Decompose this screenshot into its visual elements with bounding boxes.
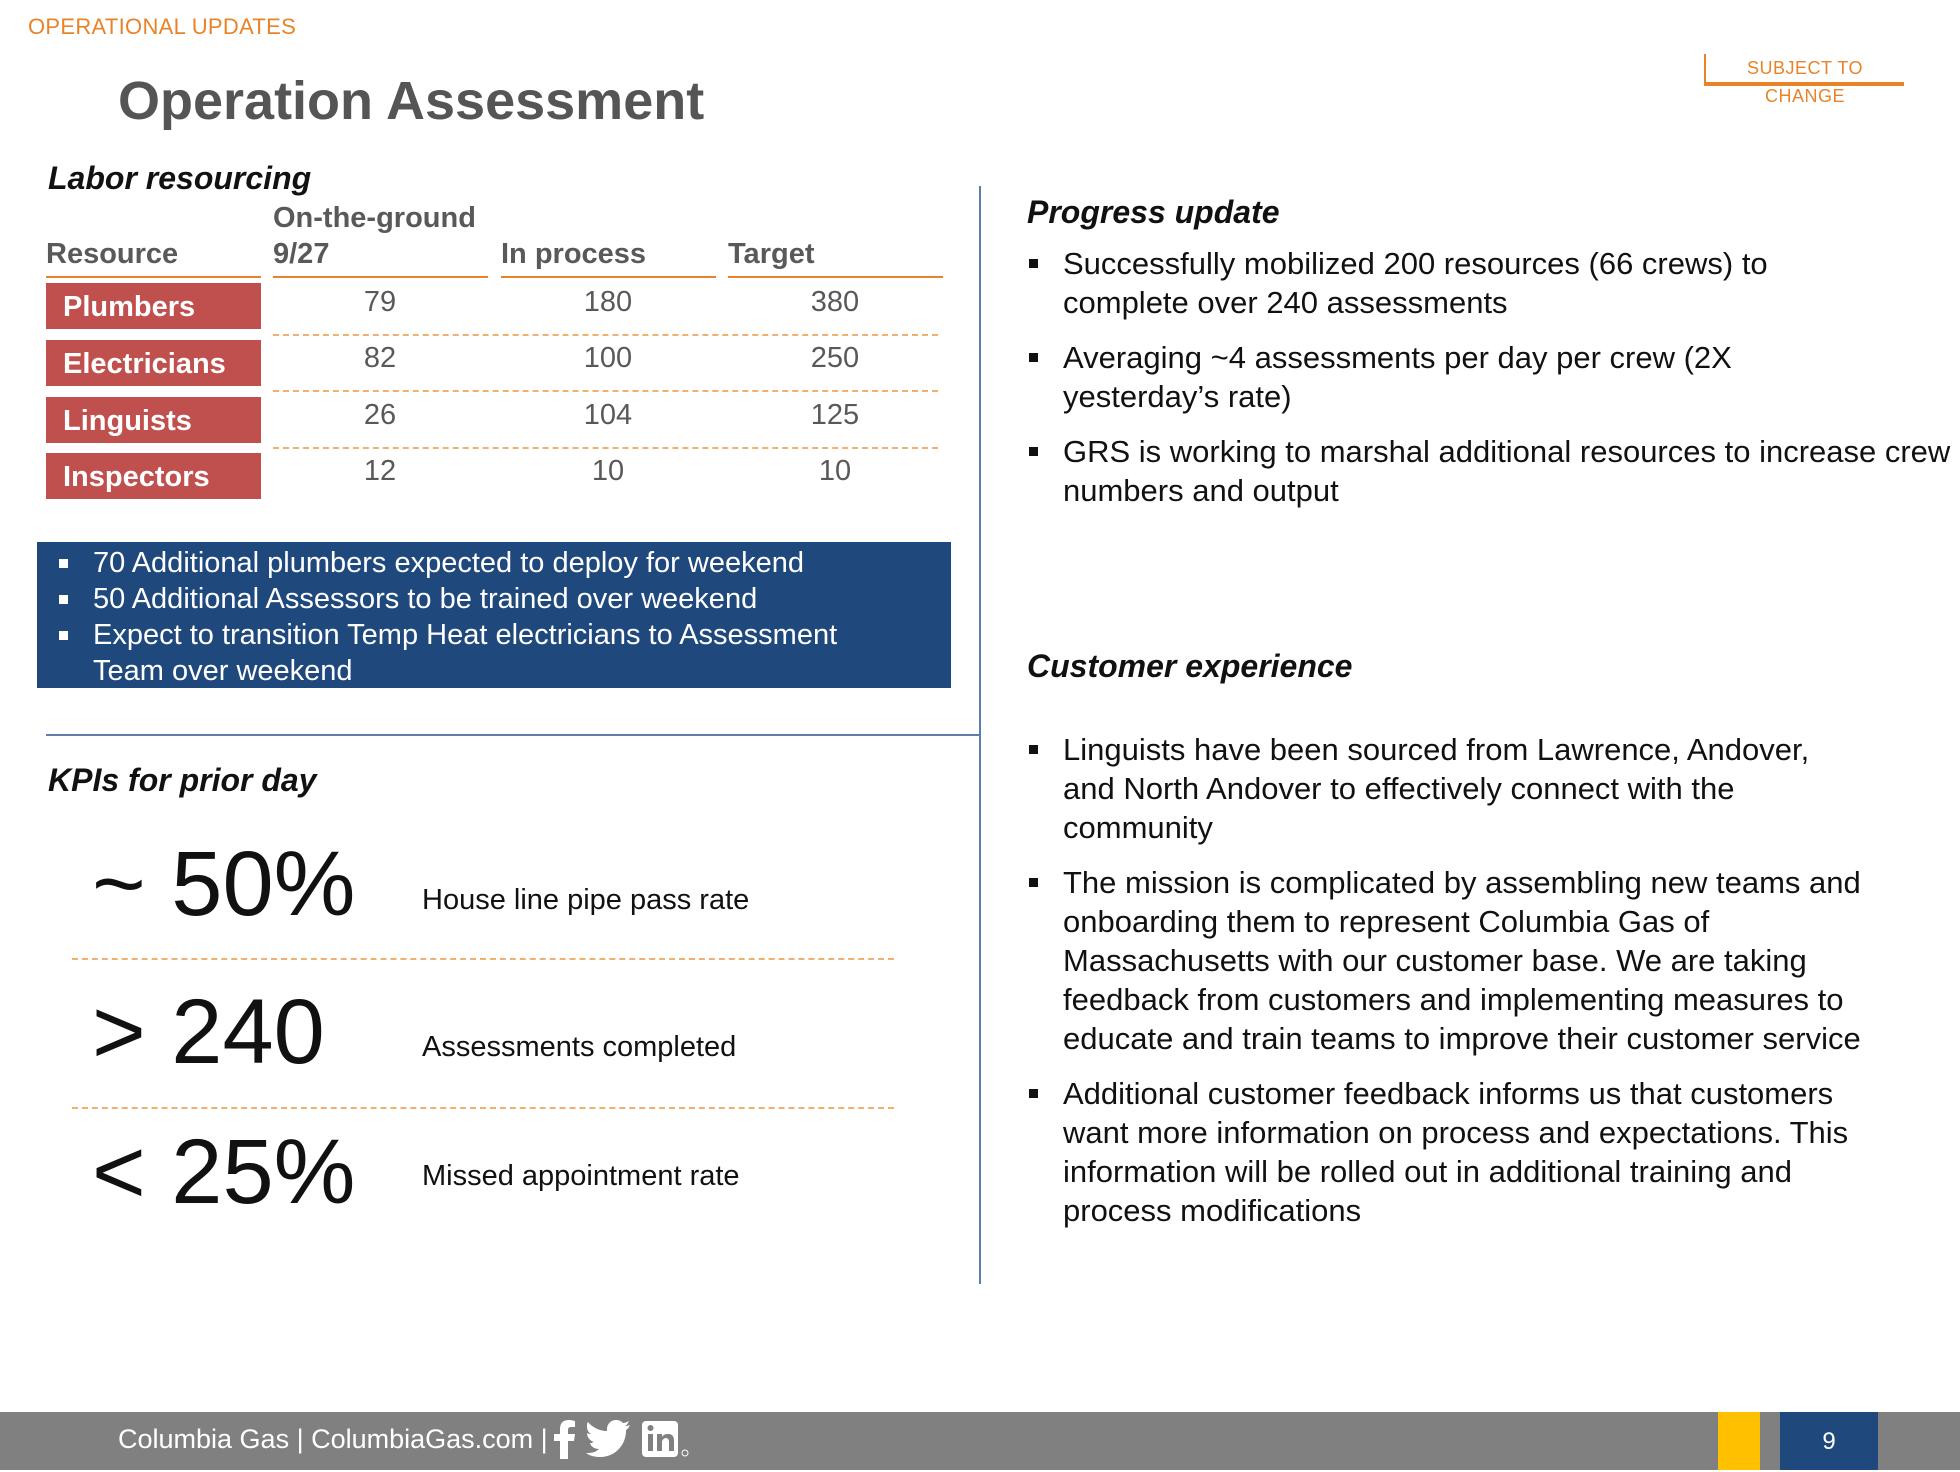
cell-in-process: 180: [583, 286, 633, 318]
row-divider: [273, 447, 938, 449]
col-header-in-process: In process: [501, 238, 647, 270]
footer-text: Columbia Gas | ColumbiaGas.com |: [118, 1424, 548, 1454]
horizontal-divider: [46, 734, 980, 736]
kpi-value: < 25%: [92, 1121, 356, 1223]
kpi-value: > 240: [92, 981, 325, 1083]
col-header-on-ground-line1: On-the-ground: [273, 202, 476, 234]
cell-target: 10: [818, 455, 852, 487]
progress-bullet: GRS is working to marshal additional resources to increase crew numbers and output: [1027, 432, 1960, 510]
header-underline: [273, 276, 488, 278]
kpi-heading: KPIs for prior day: [48, 762, 317, 798]
labor-note: 50 Additional Assessors to be trained over weekend: [37, 581, 951, 617]
customer-heading: Customer experience: [1027, 648, 1353, 684]
customer-bullet: Additional customer feedback informs us that customers want more information on process and expectations. This information will be rolled out in additional training and process modifications: [1027, 1074, 1863, 1230]
cell-on-ground: 12: [363, 455, 397, 487]
col-header-target: Target: [728, 238, 815, 270]
page-number: 9: [1780, 1412, 1878, 1470]
col-header-resource: Resource: [46, 238, 179, 270]
header-underline: [46, 276, 261, 278]
twitter-icon[interactable]: [584, 1419, 632, 1459]
header-underline: [728, 276, 943, 278]
row-divider: [273, 390, 938, 392]
section-label: OPERATIONAL UPDATES: [28, 14, 297, 39]
resource-label-plumbers: Plumbers: [46, 283, 261, 329]
customer-bullet: Linguists have been sourced from Lawrence, Andover, and North Andover to effectively connect with the community: [1027, 730, 1863, 847]
row-divider: [273, 334, 938, 336]
labor-heading: Labor resourcing: [48, 160, 312, 196]
kpi-divider: [72, 1107, 894, 1109]
kpi-label: Missed appointment rate: [422, 1160, 740, 1192]
kpi-divider: [72, 958, 894, 960]
kpi-label: House line pipe pass rate: [422, 884, 750, 916]
kpi-value: ~ 50%: [92, 833, 356, 935]
facebook-icon[interactable]: [552, 1419, 578, 1459]
subject-to-change-stamp: SUBJECT TO CHANGE: [1704, 54, 1904, 86]
kpi-label: Assessments completed: [422, 1031, 737, 1063]
cell-target: 250: [810, 342, 860, 374]
progress-bullet: Successfully mobilized 200 resources (66 crews) to complete over 240 assessments: [1027, 244, 1853, 322]
resource-label-electricians: Electricians: [46, 340, 261, 386]
cell-target: 125: [810, 399, 860, 431]
customer-list: [1027, 730, 1861, 1246]
labor-note: 70 Additional plumbers expected to deploy for weekend: [37, 545, 951, 581]
cell-in-process: 104: [583, 399, 633, 431]
customer-bullet: The mission is complicated by assembling new teams and onboarding them to represent Columbia Gas of Massachusetts with our customer base. We are taking feedback from customers and implementing measures to educate and train teams to improve their customer service: [1027, 863, 1863, 1058]
cell-in-process: 100: [583, 342, 633, 374]
cell-on-ground: 82: [363, 342, 397, 374]
progress-heading: Progress update: [1027, 194, 1280, 230]
resource-label-inspectors: Inspectors: [46, 453, 261, 499]
labor-note: Expect to transition Temp Heat electricians to Assessment Team over weekend: [37, 617, 893, 689]
page-title: Operation Assessment: [118, 71, 705, 131]
resource-label-linguists: Linguists: [46, 397, 261, 443]
linkedin-icon[interactable]: [641, 1419, 693, 1459]
footer-accent-yellow: [1718, 1412, 1760, 1470]
progress-list: [1027, 244, 1951, 526]
header-underline: [501, 276, 716, 278]
cell-target: 380: [810, 286, 860, 318]
cell-in-process: 10: [591, 455, 625, 487]
progress-bullet: Averaging ~4 assessments per day per crew (2X yesterday’s rate): [1027, 338, 1853, 416]
cell-on-ground: 26: [363, 399, 397, 431]
cell-on-ground: 79: [363, 286, 397, 318]
labor-notes-box: [37, 542, 951, 688]
col-header-on-ground-line2: 9/27: [273, 238, 330, 270]
